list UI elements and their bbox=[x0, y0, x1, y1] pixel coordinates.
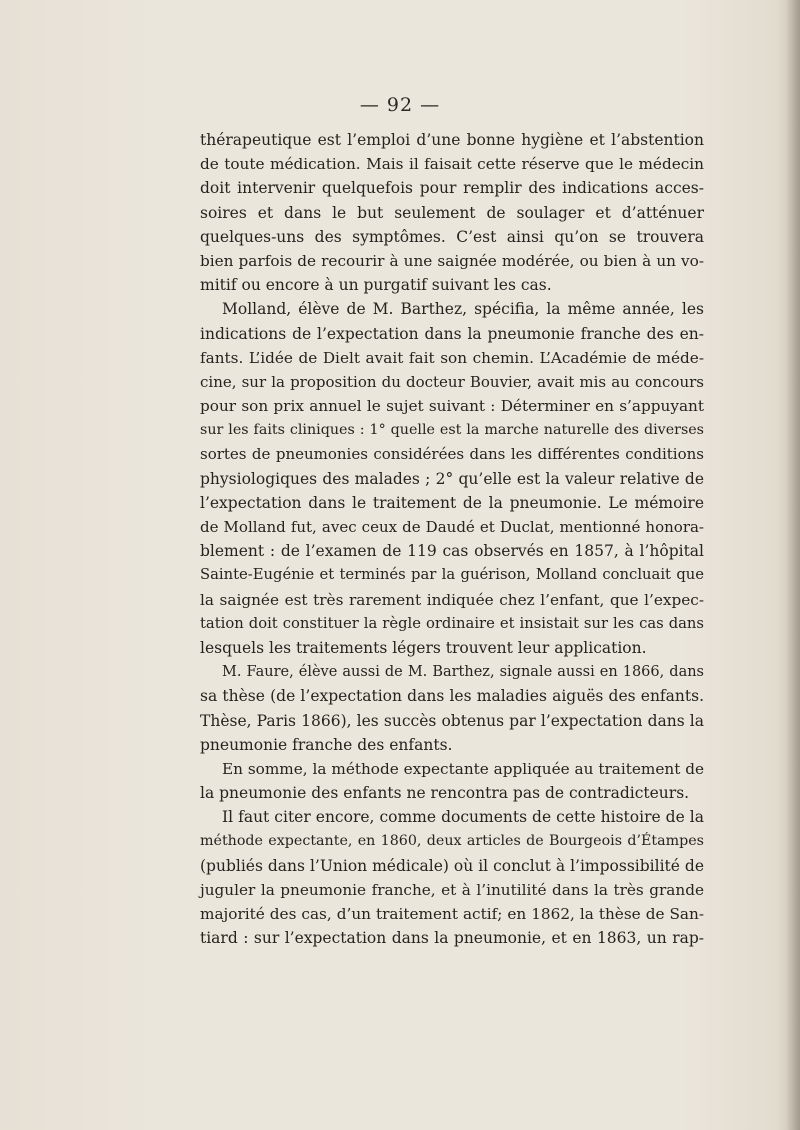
text-line: Thèse, Paris 1866), les succès obtenus par l’expectation dans la bbox=[200, 711, 704, 730]
text-line: lesquels les traitements légers trouvent leur application. bbox=[200, 638, 647, 657]
text-line: de toute médication. Mais il faisait cette réserve que le médecin bbox=[200, 155, 704, 174]
text-line: physiologiques des malades ; 2° qu’elle est la valeur relative de bbox=[200, 469, 704, 488]
text-line: majorité des cas, d’un traitement actif; en 1862, la thèse de San- bbox=[200, 905, 704, 923]
text-line: sa thèse (de l’expectation dans les maladies aiguës des enfants. bbox=[200, 687, 704, 706]
text-line: M. Faure, élève aussi de M. Barthez, signale aussi en 1866, dans bbox=[222, 664, 704, 681]
text-line: En somme, la méthode expectante appliquée au traitement de bbox=[222, 759, 704, 778]
text-line: bien parfois de recourir à une saignée modérée, ou bien à un vo- bbox=[200, 251, 704, 270]
text-line: la pneumonie des enfants ne rencontra pas de contradicteurs. bbox=[200, 784, 690, 803]
text-line: sortes de pneumonies considérées dans les différentes conditions bbox=[200, 445, 704, 464]
text-line: doit intervenir quelquefois pour remplir des indications acces- bbox=[200, 179, 704, 198]
page-number: — 92 — bbox=[359, 94, 441, 116]
page-edge-shadow bbox=[786, 0, 800, 1130]
text-line: thérapeutique est l’emploi d’une bonne hygiène et l’abstention bbox=[200, 131, 704, 149]
text-line: l’expectation dans le traitement de la pneumonie. Le mémoire bbox=[200, 493, 704, 512]
text-line: Molland, élève de M. Barthez, spécifia, la même année, les bbox=[222, 300, 704, 319]
text-line: Sainte-Eugénie et terminés par la guérison, Molland concluait que bbox=[200, 566, 704, 584]
text-line: indications de l’expectation dans la pneumonie franche des en- bbox=[200, 324, 704, 343]
text-line: tation doit constituer la règle ordinaire et insistait sur les cas dans bbox=[200, 614, 704, 632]
text-line: fants. L’idée de Dielt avait fait son chemin. L’Académie de méde- bbox=[200, 348, 704, 367]
text-line: sur les faits cliniques : 1° quelle est la marche naturelle des diverses bbox=[200, 422, 704, 439]
text-line: la saignée est très rarement indiquée chez l’enfant, que l’expec- bbox=[200, 590, 704, 609]
text-line: de Molland fut, avec ceux de Daudé et Duclat, mentionné honora- bbox=[200, 518, 704, 536]
text-line: juguler la pneumonie franche, et à l’inutilité dans la très grande bbox=[200, 880, 704, 899]
text-line: méthode expectante, en 1860, deux articles de Bourgeois d’Étampes bbox=[200, 833, 704, 850]
text-line: pour son prix annuel le sujet suivant : Déterminer en s’appuyant bbox=[200, 397, 704, 416]
text-line: mitif ou encore à un purgatif suivant les cas. bbox=[200, 276, 552, 295]
body-text bbox=[200, 128, 704, 950]
text-line: soires et dans le but seulement de soulager et d’atténuer bbox=[200, 203, 704, 222]
text-line: (publiés dans l’Union médicale) où il conclut à l’impossibilité de bbox=[200, 856, 704, 875]
text-line: cine, sur la proposition du docteur Bouvier, avait mis au concours bbox=[200, 372, 704, 391]
text-line: quelques-uns des symptômes. C’est ainsi qu’on se trouvera bbox=[200, 227, 704, 246]
text-line: tiard : sur l’expectation dans la pneumonie, et en 1863, un rap- bbox=[200, 929, 704, 948]
text-line: Il faut citer encore, comme documents de cette histoire de la bbox=[222, 808, 704, 827]
text-line: pneumonie franche des enfants. bbox=[200, 735, 453, 754]
text-line: blement : de l’examen de 119 cas observés en 1857, à l’hôpital bbox=[200, 542, 704, 561]
